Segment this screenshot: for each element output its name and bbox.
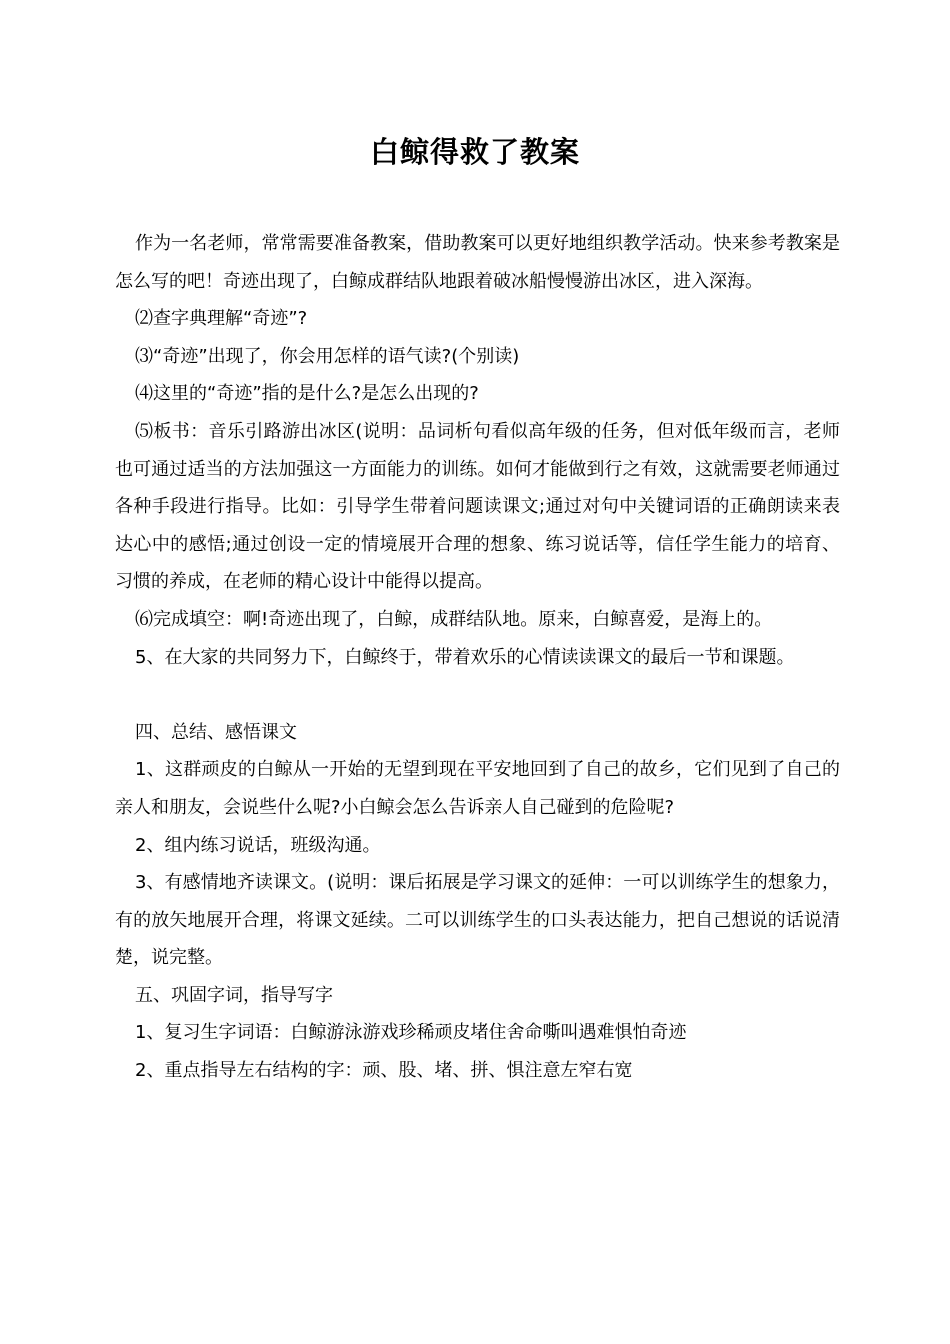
section-heading-writing: 五、巩固字词，指导写字 (135, 984, 333, 1006)
summary-item-2: 2、组内练习说话，班级沟通。 (135, 834, 381, 856)
step-6-paragraph: ⑹完成填空：啊!奇迹出现了，白鲸，成群结队地。原来，白鲸喜爱，是海上的。 (135, 608, 773, 630)
document-title: 白鲸得救了教案 (369, 135, 580, 169)
step-3-paragraph: ⑶“奇迹”出现了，你会用怎样的语气读?(个别读) (135, 345, 520, 367)
writing-item-1: 1、复习生字词语：白鲸游泳游戏珍稀顽皮堵住舍命嘶叫遇难惧怕奇迹 (135, 1022, 687, 1044)
writing-item-2: 2、重点指导左右结构的字：顽、股、堵、拼、惧注意左窄右宽 (135, 1060, 633, 1082)
step-5-paragraph: ⑸板书：音乐引路游出冰区(说明：品词析句看似高年级的任务，但对低年级而言，老师也可通过适当的方法加强这一方面能力的训练。如何才能做到行之有效，这就需要老师通过各种手段进行指导。比如：引导学生带着问题读课文;通过对句中关键词语的正确朗读来表达心中的感悟;通过创设一定的情境展开合理的想象、练习说话等，信任学生能力的培育、习惯的养成，在老师的精心设计中能得以提高。 (115, 420, 840, 593)
section-5-paragraph: 5、在大家的共同努力下，白鲸终于，带着欢乐的心情读读课文的最后一节和课题。 (135, 646, 795, 668)
intro-paragraph: 作为一名老师，常常需要准备教案，借助教案可以更好地组织教学活动。快来参考教案是怎么写的吧！奇迹出现了，白鲸成群结队地跟着破冰船慢慢游出冰区，进入深海。 (115, 233, 840, 292)
summary-item-1: 1、这群顽皮的白鲸从一开始的无望到现在平安地回到了自己的故乡，它们见到了自己的亲人和朋友，会说些什么呢?小白鲸会怎么告诉亲人自己碰到的危险呢? (115, 759, 840, 818)
document-body (115, 225, 840, 1090)
summary-item-3: 3、有感情地齐读课文。(说明：课后拓展是学习课文的延伸：一可以训练学生的想象力，有的放矢地展开合理，将课文延续。二可以训练学生的口头表达能力，把自己想说的话说清楚，说完整。 (115, 872, 840, 969)
step-2-paragraph: ⑵查字典理解“奇迹”? (135, 308, 308, 330)
paragraph-spacer (115, 676, 840, 714)
step-4-paragraph: ⑷这里的“奇迹”指的是什么?是怎么出现的? (135, 383, 479, 405)
section-heading-summary: 四、总结、感悟课文 (135, 721, 297, 743)
